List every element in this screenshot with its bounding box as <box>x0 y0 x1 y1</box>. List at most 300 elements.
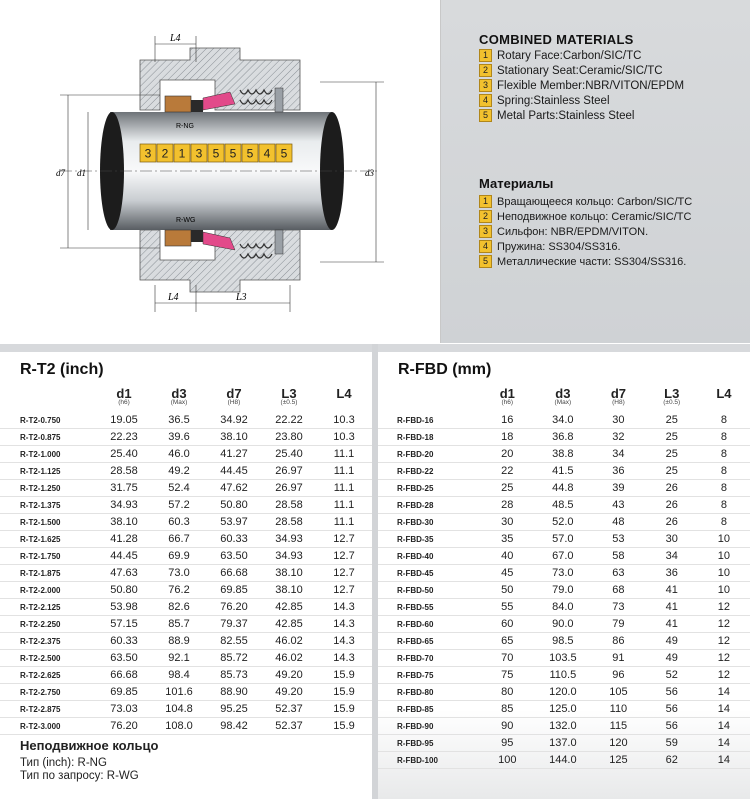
value-cell: 66.68 <box>96 667 152 684</box>
value-cell: 38.10 <box>96 514 152 531</box>
model-code-cell: R-FBD-75 <box>378 667 480 684</box>
value-cell: 47.62 <box>206 480 262 497</box>
value-cell: 103.5 <box>535 650 592 667</box>
value-cell: 34.93 <box>96 497 152 514</box>
part-badge-number: 2 <box>161 146 169 161</box>
note-block <box>20 737 158 783</box>
value-cell: 10 <box>698 582 750 599</box>
model-code-cell: R-T2-1.875 <box>0 565 96 582</box>
value-cell: 95.25 <box>206 701 262 718</box>
material-text: Вращающееся кольцо: Carbon/SIC/TC <box>497 195 693 208</box>
value-cell: 88.9 <box>152 633 206 650</box>
value-cell: 41.27 <box>206 446 262 463</box>
value-cell: 57.0 <box>535 531 592 548</box>
table-row <box>0 599 372 616</box>
column-header <box>96 386 152 412</box>
value-cell: 14 <box>698 752 750 769</box>
column-header <box>206 386 262 412</box>
model-code-cell: R-FBD-25 <box>378 480 480 497</box>
column-header-sub: (h6) <box>118 399 130 406</box>
table-row <box>0 480 372 497</box>
value-cell: 49 <box>646 633 698 650</box>
value-cell: 49 <box>646 650 698 667</box>
value-cell: 59 <box>646 735 698 752</box>
value-cell: 73 <box>591 599 645 616</box>
value-cell: 12 <box>698 633 750 650</box>
value-cell: 41 <box>646 599 698 616</box>
value-cell: 50 <box>480 582 534 599</box>
value-cell: 15.9 <box>316 701 372 718</box>
value-cell: 60.33 <box>96 633 152 650</box>
value-cell: 30 <box>646 531 698 548</box>
model-code-cell: R-FBD-50 <box>378 582 480 599</box>
value-cell: 34.0 <box>535 412 592 429</box>
column-header <box>152 386 206 412</box>
material-number-badge: 2 <box>479 64 492 77</box>
value-cell: 10.3 <box>316 429 372 446</box>
model-code-cell: R-FBD-90 <box>378 718 480 735</box>
material-number-badge: 5 <box>479 255 492 268</box>
value-cell: 12 <box>698 667 750 684</box>
value-cell: 12 <box>698 616 750 633</box>
note-line: Тип (inch): R-NG <box>20 757 107 769</box>
model-code-cell: R-FBD-100 <box>378 752 480 769</box>
value-cell: 34.92 <box>206 412 262 429</box>
value-cell: 15.9 <box>316 684 372 701</box>
value-cell: 90.0 <box>535 616 592 633</box>
value-cell: 25 <box>646 412 698 429</box>
value-cell: 91 <box>591 650 645 667</box>
value-cell: 35 <box>480 531 534 548</box>
value-cell: 26 <box>646 514 698 531</box>
value-cell: 69.85 <box>206 582 262 599</box>
value-cell: 41 <box>646 582 698 599</box>
value-cell: 57.15 <box>96 616 152 633</box>
part-badge-number: 4 <box>263 146 271 161</box>
table-row <box>378 412 750 429</box>
model-code-cell: R-FBD-80 <box>378 684 480 701</box>
material-item <box>479 64 744 77</box>
table-row <box>378 582 750 599</box>
value-cell: 75 <box>480 667 534 684</box>
material-text: Metal Parts:Stainless Steel <box>497 109 635 122</box>
value-cell: 11.1 <box>316 446 372 463</box>
column-header <box>480 386 534 412</box>
value-cell: 49.2 <box>152 463 206 480</box>
table-row <box>378 633 750 650</box>
value-cell: 11.1 <box>316 463 372 480</box>
model-code-cell: R-FBD-60 <box>378 616 480 633</box>
column-header <box>591 386 645 412</box>
value-cell: 66.68 <box>206 565 262 582</box>
value-cell: 10 <box>698 531 750 548</box>
value-cell: 19.05 <box>96 412 152 429</box>
column-header <box>262 386 316 412</box>
value-cell: 44.45 <box>206 463 262 480</box>
value-cell: 34 <box>591 446 645 463</box>
value-cell: 34 <box>646 548 698 565</box>
value-cell: 14 <box>698 718 750 735</box>
value-cell: 56 <box>646 701 698 718</box>
value-cell: 53.98 <box>96 599 152 616</box>
value-cell: 56 <box>646 684 698 701</box>
value-cell: 101.6 <box>152 684 206 701</box>
retainer-top <box>275 88 283 112</box>
value-cell: 85.72 <box>206 650 262 667</box>
value-cell: 52.37 <box>262 701 316 718</box>
model-code-cell: R-FBD-55 <box>378 599 480 616</box>
value-cell: 108.0 <box>152 718 206 735</box>
value-cell: 63.50 <box>96 650 152 667</box>
table-row <box>0 412 372 429</box>
material-item <box>479 109 744 122</box>
material-text: Spring:Stainless Steel <box>497 94 610 107</box>
table-row <box>0 582 372 599</box>
value-cell: 79.37 <box>206 616 262 633</box>
value-cell: 73.0 <box>152 565 206 582</box>
value-cell: 15.9 <box>316 667 372 684</box>
column-header-sub: (H8) <box>612 399 625 406</box>
note-line: Тип по запросу: R-WG <box>20 770 139 782</box>
value-cell: 41 <box>646 616 698 633</box>
table-row <box>378 497 750 514</box>
table-row <box>378 616 750 633</box>
value-cell: 42.85 <box>262 599 316 616</box>
value-cell: 69.9 <box>152 548 206 565</box>
column-header-main: d3 <box>171 386 187 401</box>
column-header-main: L4 <box>716 386 732 401</box>
value-cell: 34.93 <box>262 548 316 565</box>
value-cell: 95 <box>480 735 534 752</box>
header-blank <box>0 386 96 412</box>
value-cell: 12.7 <box>316 582 372 599</box>
rotary-face-bottom <box>191 230 203 242</box>
value-cell: 42.85 <box>262 616 316 633</box>
value-cell: 10 <box>698 548 750 565</box>
value-cell: 50.80 <box>206 497 262 514</box>
value-cell: 11.1 <box>316 480 372 497</box>
value-cell: 63.50 <box>206 548 262 565</box>
value-cell: 39.6 <box>152 429 206 446</box>
value-cell: 12 <box>698 650 750 667</box>
value-cell: 34.93 <box>262 531 316 548</box>
table-row <box>378 650 750 667</box>
value-cell: 137.0 <box>535 735 592 752</box>
value-cell: 36.5 <box>152 412 206 429</box>
value-cell: 11.1 <box>316 497 372 514</box>
value-cell: 49.20 <box>262 684 316 701</box>
value-cell: 85.7 <box>152 616 206 633</box>
model-code-cell: R-T2-1.125 <box>0 463 96 480</box>
value-cell: 22.22 <box>262 412 316 429</box>
value-cell: 57.2 <box>152 497 206 514</box>
value-cell: 98.4 <box>152 667 206 684</box>
material-number-badge: 3 <box>479 225 492 238</box>
column-header-sub: (Max) <box>554 399 572 406</box>
table-row <box>0 548 372 565</box>
material-item <box>479 94 744 107</box>
model-code-cell: R-T2-0.875 <box>0 429 96 446</box>
part-badge-number: 5 <box>280 146 288 161</box>
materials-ru <box>479 176 744 270</box>
value-cell: 44.45 <box>96 548 152 565</box>
value-cell: 76.2 <box>152 582 206 599</box>
column-header-main: L3 <box>281 386 297 401</box>
materials-ru-list <box>479 195 744 268</box>
value-cell: 144.0 <box>535 752 592 769</box>
material-item <box>479 210 744 223</box>
value-cell: 14 <box>698 684 750 701</box>
value-cell: 66.7 <box>152 531 206 548</box>
value-cell: 36 <box>591 463 645 480</box>
table-row <box>0 429 372 446</box>
value-cell: 52.4 <box>152 480 206 497</box>
table-row <box>378 514 750 531</box>
material-text: Rotary Face:Carbon/SIC/TC <box>497 49 642 62</box>
table-row <box>378 718 750 735</box>
column-header-sub: (Max) <box>170 399 188 406</box>
value-cell: 90 <box>480 718 534 735</box>
value-cell: 125.0 <box>535 701 592 718</box>
column-header-main: L3 <box>664 386 680 401</box>
materials-panel <box>441 0 750 343</box>
value-cell: 32 <box>591 429 645 446</box>
material-text: Металлические части: SS304/SS316. <box>497 255 687 268</box>
value-cell: 26.97 <box>262 480 316 497</box>
value-cell: 8 <box>698 463 750 480</box>
value-cell: 28.58 <box>262 497 316 514</box>
column-header-sub: (H8) <box>227 399 241 406</box>
value-cell: 41.28 <box>96 531 152 548</box>
value-cell: 26.97 <box>262 463 316 480</box>
value-cell: 22.23 <box>96 429 152 446</box>
model-code-cell: R-T2-1.625 <box>0 531 96 548</box>
stationary-seat-top <box>165 96 191 112</box>
label-d3: d3 <box>365 168 374 178</box>
value-cell: 8 <box>698 497 750 514</box>
model-code-cell: R-T2-0.750 <box>0 412 96 429</box>
value-cell: 46.02 <box>262 633 316 650</box>
table-row <box>378 548 750 565</box>
column-header-sub: (h6) <box>501 399 514 406</box>
value-cell: 14 <box>698 701 750 718</box>
table-row <box>378 684 750 701</box>
model-code-cell: R-T2-1.750 <box>0 548 96 565</box>
model-code-cell: R-T2-1.250 <box>0 480 96 497</box>
table-row <box>0 531 372 548</box>
value-cell: 38.10 <box>262 565 316 582</box>
value-cell: 28.58 <box>262 514 316 531</box>
value-cell: 8 <box>698 480 750 497</box>
column-header-sub: (±0.5) <box>280 399 298 406</box>
value-cell: 96 <box>591 667 645 684</box>
value-cell: 11.1 <box>316 514 372 531</box>
model-code-cell: R-T2-3.000 <box>0 718 96 735</box>
value-cell: 55 <box>480 599 534 616</box>
model-code-cell: R-FBD-95 <box>378 735 480 752</box>
value-cell: 38.10 <box>262 582 316 599</box>
model-code-cell: R-T2-2.375 <box>0 633 96 650</box>
model-code-cell: R-FBD-22 <box>378 463 480 480</box>
value-cell: 8 <box>698 514 750 531</box>
column-header-main: d1 <box>499 386 515 401</box>
table-row <box>378 599 750 616</box>
value-cell: 12.7 <box>316 531 372 548</box>
model-code-cell: R-T2-2.000 <box>0 582 96 599</box>
value-cell: 88.90 <box>206 684 262 701</box>
value-cell: 56 <box>646 718 698 735</box>
table-row <box>378 701 750 718</box>
value-cell: 79.0 <box>535 582 592 599</box>
value-cell: 12.7 <box>316 565 372 582</box>
label-l4-top: L4 <box>170 33 181 44</box>
material-text: Пружина: SS304/SS316. <box>497 240 621 253</box>
part-badge-number: 5 <box>246 146 254 161</box>
value-cell: 60.33 <box>206 531 262 548</box>
material-item <box>479 255 744 268</box>
model-code-cell: R-FBD-40 <box>378 548 480 565</box>
value-cell: 120 <box>591 735 645 752</box>
value-cell: 79 <box>591 616 645 633</box>
rotary-face-top <box>191 100 203 112</box>
value-cell: 73.0 <box>535 565 592 582</box>
value-cell: 48.5 <box>535 497 592 514</box>
model-code-cell: R-FBD-85 <box>378 701 480 718</box>
material-number-badge: 2 <box>479 210 492 223</box>
stationary-seat-bottom <box>165 230 191 246</box>
value-cell: 26 <box>646 480 698 497</box>
part-badge-number: 5 <box>212 146 220 161</box>
materials-en-title: COMBINED MATERIALS <box>479 32 634 47</box>
table-row <box>0 565 372 582</box>
model-code-cell: R-FBD-28 <box>378 497 480 514</box>
material-item <box>479 240 744 253</box>
model-code-cell: R-T2-2.625 <box>0 667 96 684</box>
model-code-cell: R-FBD-70 <box>378 650 480 667</box>
value-cell: 30 <box>480 514 534 531</box>
value-cell: 73.03 <box>96 701 152 718</box>
value-cell: 28.58 <box>96 463 152 480</box>
table-row <box>0 463 372 480</box>
value-cell: 31.75 <box>96 480 152 497</box>
label-d7: d7 <box>56 168 65 178</box>
value-cell: 86 <box>591 633 645 650</box>
value-cell: 120.0 <box>535 684 592 701</box>
value-cell: 49.20 <box>262 667 316 684</box>
value-cell: 41.5 <box>535 463 592 480</box>
value-cell: 14.3 <box>316 650 372 667</box>
value-cell: 10 <box>698 565 750 582</box>
value-cell: 38.10 <box>206 429 262 446</box>
model-code-cell: R-FBD-65 <box>378 633 480 650</box>
column-header-main: L4 <box>336 386 352 401</box>
value-cell: 70 <box>480 650 534 667</box>
value-cell: 69.85 <box>96 684 152 701</box>
mm-table-title: R-FBD (mm) <box>398 361 492 378</box>
value-cell: 15.9 <box>316 718 372 735</box>
table-row <box>0 650 372 667</box>
materials-en-list <box>479 49 744 122</box>
model-code-cell: R-T2-2.875 <box>0 701 96 718</box>
value-cell: 25 <box>646 446 698 463</box>
header-blank <box>378 386 480 412</box>
column-header <box>698 386 750 412</box>
materials-ru-title: Материалы <box>479 176 554 191</box>
value-cell: 76.20 <box>96 718 152 735</box>
value-cell: 8 <box>698 412 750 429</box>
model-code-cell: R-T2-1.000 <box>0 446 96 463</box>
model-code-cell: R-T2-2.750 <box>0 684 96 701</box>
value-cell: 52.37 <box>262 718 316 735</box>
value-cell: 43 <box>591 497 645 514</box>
model-code-cell: R-T2-2.250 <box>0 616 96 633</box>
value-cell: 46.02 <box>262 650 316 667</box>
table-row <box>0 514 372 531</box>
value-cell: 115 <box>591 718 645 735</box>
model-code-cell: R-FBD-20 <box>378 446 480 463</box>
model-code-cell: R-T2-1.375 <box>0 497 96 514</box>
table-row <box>378 531 750 548</box>
value-cell: 25 <box>646 429 698 446</box>
table-row <box>0 667 372 684</box>
model-code-cell: R-T2-2.500 <box>0 650 96 667</box>
materials-en <box>479 32 744 124</box>
model-code-cell: R-T2-1.500 <box>0 514 96 531</box>
value-cell: 12.7 <box>316 548 372 565</box>
value-cell: 38.8 <box>535 446 592 463</box>
table-row <box>0 497 372 514</box>
model-code-cell: R-FBD-18 <box>378 429 480 446</box>
value-cell: 62 <box>646 752 698 769</box>
value-cell: 84.0 <box>535 599 592 616</box>
table-row <box>0 718 372 735</box>
value-cell: 44.8 <box>535 480 592 497</box>
material-text: Flexible Member:NBR/VITON/EPDM <box>497 79 685 92</box>
value-cell: 68 <box>591 582 645 599</box>
value-cell: 53.97 <box>206 514 262 531</box>
value-cell: 98.5 <box>535 633 592 650</box>
value-cell: 85 <box>480 701 534 718</box>
table-row <box>378 463 750 480</box>
material-number-badge: 1 <box>479 49 492 62</box>
value-cell: 8 <box>698 429 750 446</box>
label-l3: L3 <box>236 292 247 303</box>
value-cell: 14.3 <box>316 616 372 633</box>
part-badge-number: 1 <box>178 146 186 161</box>
value-cell: 50.80 <box>96 582 152 599</box>
material-number-badge: 4 <box>479 94 492 107</box>
part-badge-number: 3 <box>195 146 203 161</box>
value-cell: 16 <box>480 412 534 429</box>
part-number-badges <box>140 144 292 162</box>
value-cell: 53 <box>591 531 645 548</box>
material-text: Неподвижное кольцо: Ceramic/SIC/TC <box>497 210 692 223</box>
model-code-cell: R-FBD-16 <box>378 412 480 429</box>
mm-table <box>378 386 750 769</box>
value-cell: 60 <box>480 616 534 633</box>
table-row <box>378 735 750 752</box>
material-item <box>479 49 744 62</box>
value-cell: 60.3 <box>152 514 206 531</box>
note-title: Неподвижное кольцо <box>20 738 159 753</box>
value-cell: 58 <box>591 548 645 565</box>
value-cell: 14 <box>698 735 750 752</box>
table-row <box>378 480 750 497</box>
table-row <box>0 701 372 718</box>
value-cell: 45 <box>480 565 534 582</box>
inch-table <box>0 386 372 735</box>
value-cell: 25.40 <box>96 446 152 463</box>
